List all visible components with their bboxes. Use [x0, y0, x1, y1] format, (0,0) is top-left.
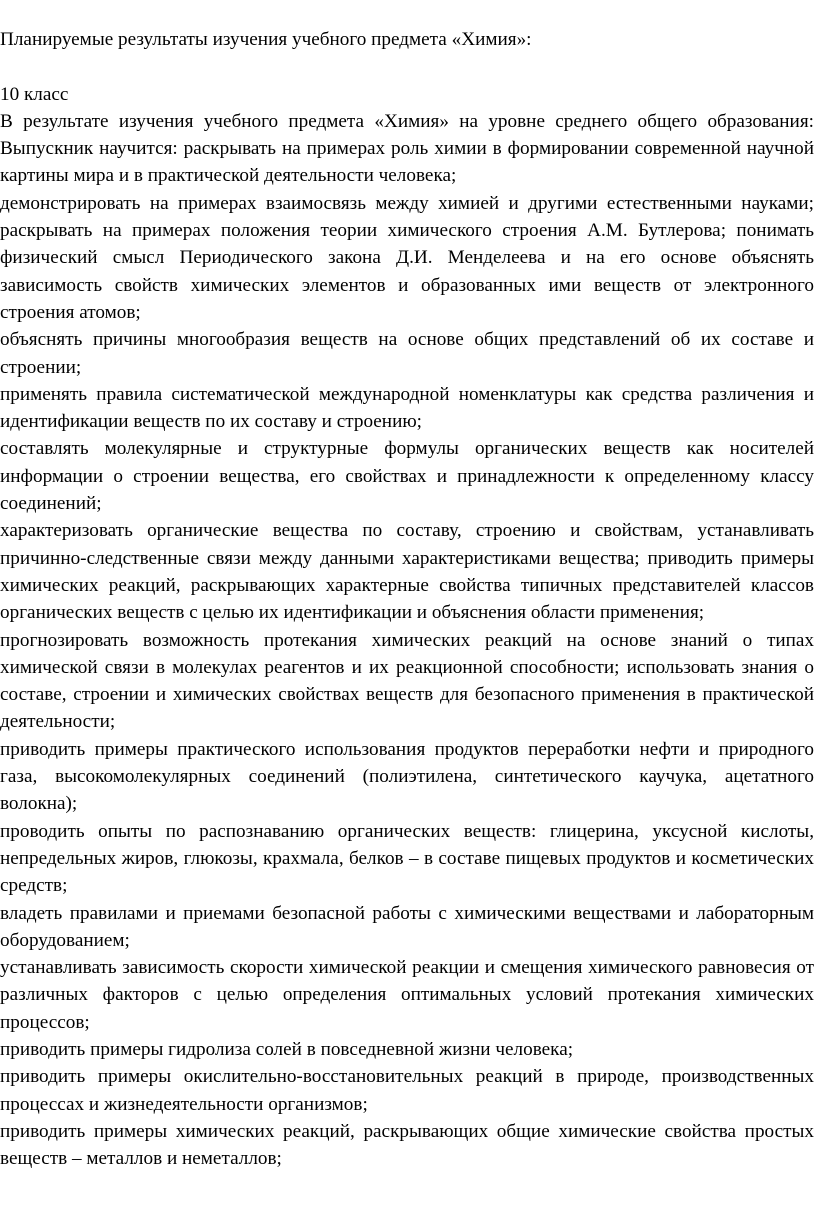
document-page	[0, 26, 816, 1172]
blank-line	[0, 53, 814, 80]
document-title: Планируемые результаты изучения учебного предмета «Химия»:	[0, 29, 532, 50]
paragraph: владеть правилами и приемами безопасной работы с химическими веществами и лабораторным оборудованием;	[0, 902, 814, 951]
paragraph: В результате изучения учебного предмета «Химия» на уровне среднего общего образования: Выпускник научится: раскрывать на примерах роль химии в формировании современной научной картины мира и в практической деятельности человека;	[0, 110, 814, 187]
paragraph: демонстрировать на примерах взаимосвязь между химией и другими естественными науками; раскрывать на примерах положения теории химического строения А.М. Бутлерова; понимать физический смысл Периодического закона Д.И. Менделеева и на его основе объяснять зависимость свойств химических элементов и образованных ими веществ от электронного строения атомов;	[0, 192, 814, 323]
paragraph: устанавливать зависимость скорости химической реакции и смещения химического равновесия от различных факторов с целью определения оптимальных условий протекания химических процессов;	[0, 957, 814, 1033]
paragraph: составлять молекулярные и структурные формулы органических веществ как носителей информации о строении вещества, его свойствах и принадлежности к определенному классу соединений;	[0, 438, 814, 515]
paragraph: приводить примеры практического использования продуктов переработки нефти и природного газа, высокомолекулярных соединений (полиэтилена, синтетического каучука, ацетатного волокна);	[0, 738, 814, 815]
grade-heading: 10 класс	[0, 83, 69, 105]
paragraph: приводить примеры окислительно-восстановительных реакций в природе, производственных процессах и жизнедеятельности организмов;	[0, 1066, 814, 1115]
paragraph: объяснять причины многообразия веществ на основе общих представлений об их составе и строении;	[0, 329, 814, 378]
paragraph: прогнозировать возможность протекания химических реакций на основе знаний о типах химической связи в молекулах реагентов и их реакционной способности; использовать знания о составе, строении и химических свойствах веществ для безопасного применения в практической деятельности;	[0, 629, 814, 733]
paragraph: проводить опыты по распознаванию органических веществ: глицерина, уксусной кислоты, непредельных жиров, глюкозы, крахмала, белков – в составе пищевых продуктов и косметических средств;	[0, 820, 814, 897]
paragraph: приводить примеры химических реакций, раскрывающих общие химические свойства простых веществ – металлов и неметаллов;	[0, 1120, 814, 1170]
paragraph: характеризовать органические вещества по составу, строению и свойствам, устанавливать причинно-следственные связи между данными характеристиками вещества; приводить примеры химических реакций, раскрывающих характерные свойства типичных представителей классов органических веществ с целью их идентификации и объяснения области применения;	[0, 520, 814, 624]
paragraph: приводить примеры гидролиза солей в повседневной жизни человека;	[0, 1038, 574, 1060]
paragraph: применять правила систематической международной номенклатуры как средства различения и идентификации веществ по их составу и строению;	[0, 383, 814, 433]
